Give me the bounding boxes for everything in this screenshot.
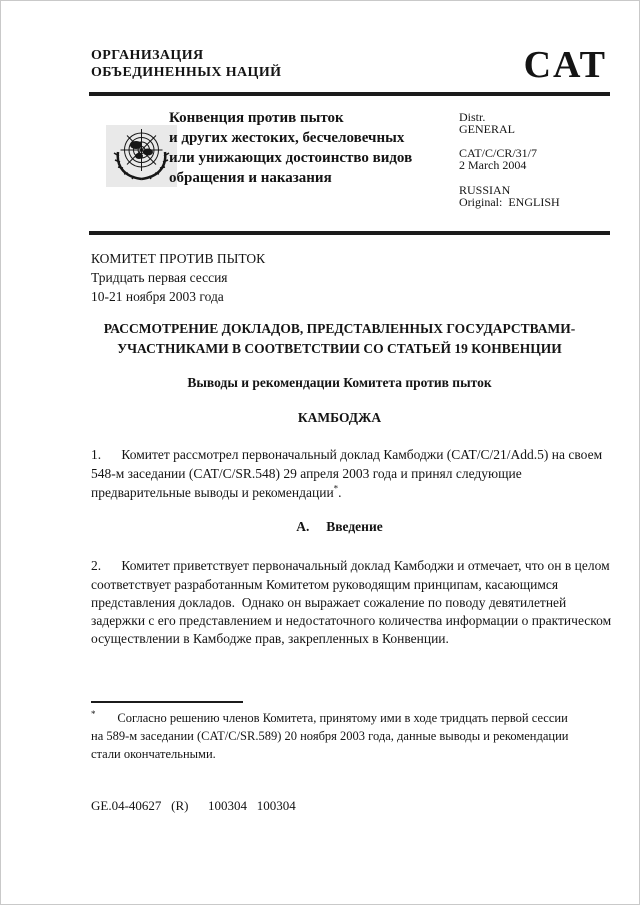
un-emblem-icon — [90, 107, 177, 210]
paragraph-2-line1: 2. Комитет приветствует первоначальный доклад Камбоджи и отмечает, что он в целом — [91, 558, 610, 573]
doc-date: 2 March 2004 — [459, 158, 527, 172]
paragraph-2-line3: представления докладов. Однако он выражает сожаление по поводу девятилетней — [91, 595, 567, 610]
paragraph-1-line3-end: . — [338, 485, 342, 500]
document-id-footer: GE.04-40627 (R) 100304 100304 — [91, 798, 296, 813]
convention-title-line1: Конвенция против пыток — [169, 110, 344, 126]
distr-label: Distr. — [459, 110, 486, 124]
document-series-code: CAT — [523, 44, 607, 86]
paragraph-1-line2: 548-м заседании (CAT/C/SR.548) 29 апреля 2003 года и принял следующие — [91, 466, 522, 481]
footnote-line3: стали окончательными. — [91, 747, 216, 761]
footnote-line1 — [91, 708, 568, 726]
convention-title-line4: обращения и наказания — [169, 170, 332, 186]
paragraph-1-line3 — [91, 485, 342, 501]
doc-language: RUSSIAN — [459, 183, 511, 197]
paragraph-1-line1: 1. Комитет рассмотрел первоначальный доклад Камбоджи (CAT/C/21/Add.5) на своем — [91, 447, 603, 462]
org-name-line1: ОРГАНИЗАЦИЯ — [91, 48, 204, 63]
distr-value: GENERAL — [459, 122, 515, 136]
committee-name: КОМИТЕТ ПРОТИВ ПЫТОК — [91, 251, 266, 266]
doc-symbol: CAT/C/CR/31/7 — [459, 146, 538, 160]
paragraph-2-line4: задержки с его представлением и недостаточного количества информации о практическом — [91, 613, 612, 628]
masthead-rule — [89, 231, 610, 235]
report-title-line2: УЧАСТНИКАМИ В СООТВЕТСТВИИ СО СТАТЬЕЙ 19 КОНВЕНЦИИ — [117, 341, 562, 356]
footnote-line2: на 589-м заседании (CAT/C/SR.589) 20 ноября 2003 года, данные выводы и рекомендации — [91, 729, 569, 743]
header-rule — [89, 92, 610, 96]
footnote-reference-marker: * — [333, 483, 339, 494]
convention-title-line3: или унижающих достоинство видов — [169, 150, 413, 166]
footnote-marker: * — [91, 708, 96, 719]
report-title-line1: РАССМОТРЕНИЕ ДОКЛАДОВ, ПРЕДСТАВЛЕННЫХ ГОСУДАРСТВАМИ- — [103, 321, 576, 336]
footnote-rule — [91, 701, 243, 703]
convention-title-line2: и других жестоких, бесчеловечных — [169, 130, 405, 146]
section-a-heading: А. Введение — [296, 519, 383, 534]
footnote-line1-text: Согласно решению членов Комитета, принятому ими в ходе тридцать первой сессии — [95, 711, 568, 725]
paragraph-2-line2: соответствует разработанным Комитетом руководящим принципам, касающимся — [91, 577, 559, 592]
session-name: Тридцать первая сессия — [91, 270, 228, 285]
paragraph-1-line3-text: предварительные выводы и рекомендации — [91, 485, 334, 500]
org-name-line2: ОБЪЕДИНЕННЫХ НАЦИЙ — [91, 65, 282, 80]
paragraph-2-line5: осуществлении в Камбодже прав, закрепленных в Конвенции. — [91, 631, 449, 646]
doc-original-language: Original: ENGLISH — [459, 195, 560, 209]
session-dates: 10-21 ноября 2003 года — [91, 289, 224, 304]
country-heading: КАМБОДЖА — [297, 410, 382, 425]
report-subtitle: Выводы и рекомендации Комитета против пыток — [187, 375, 492, 390]
